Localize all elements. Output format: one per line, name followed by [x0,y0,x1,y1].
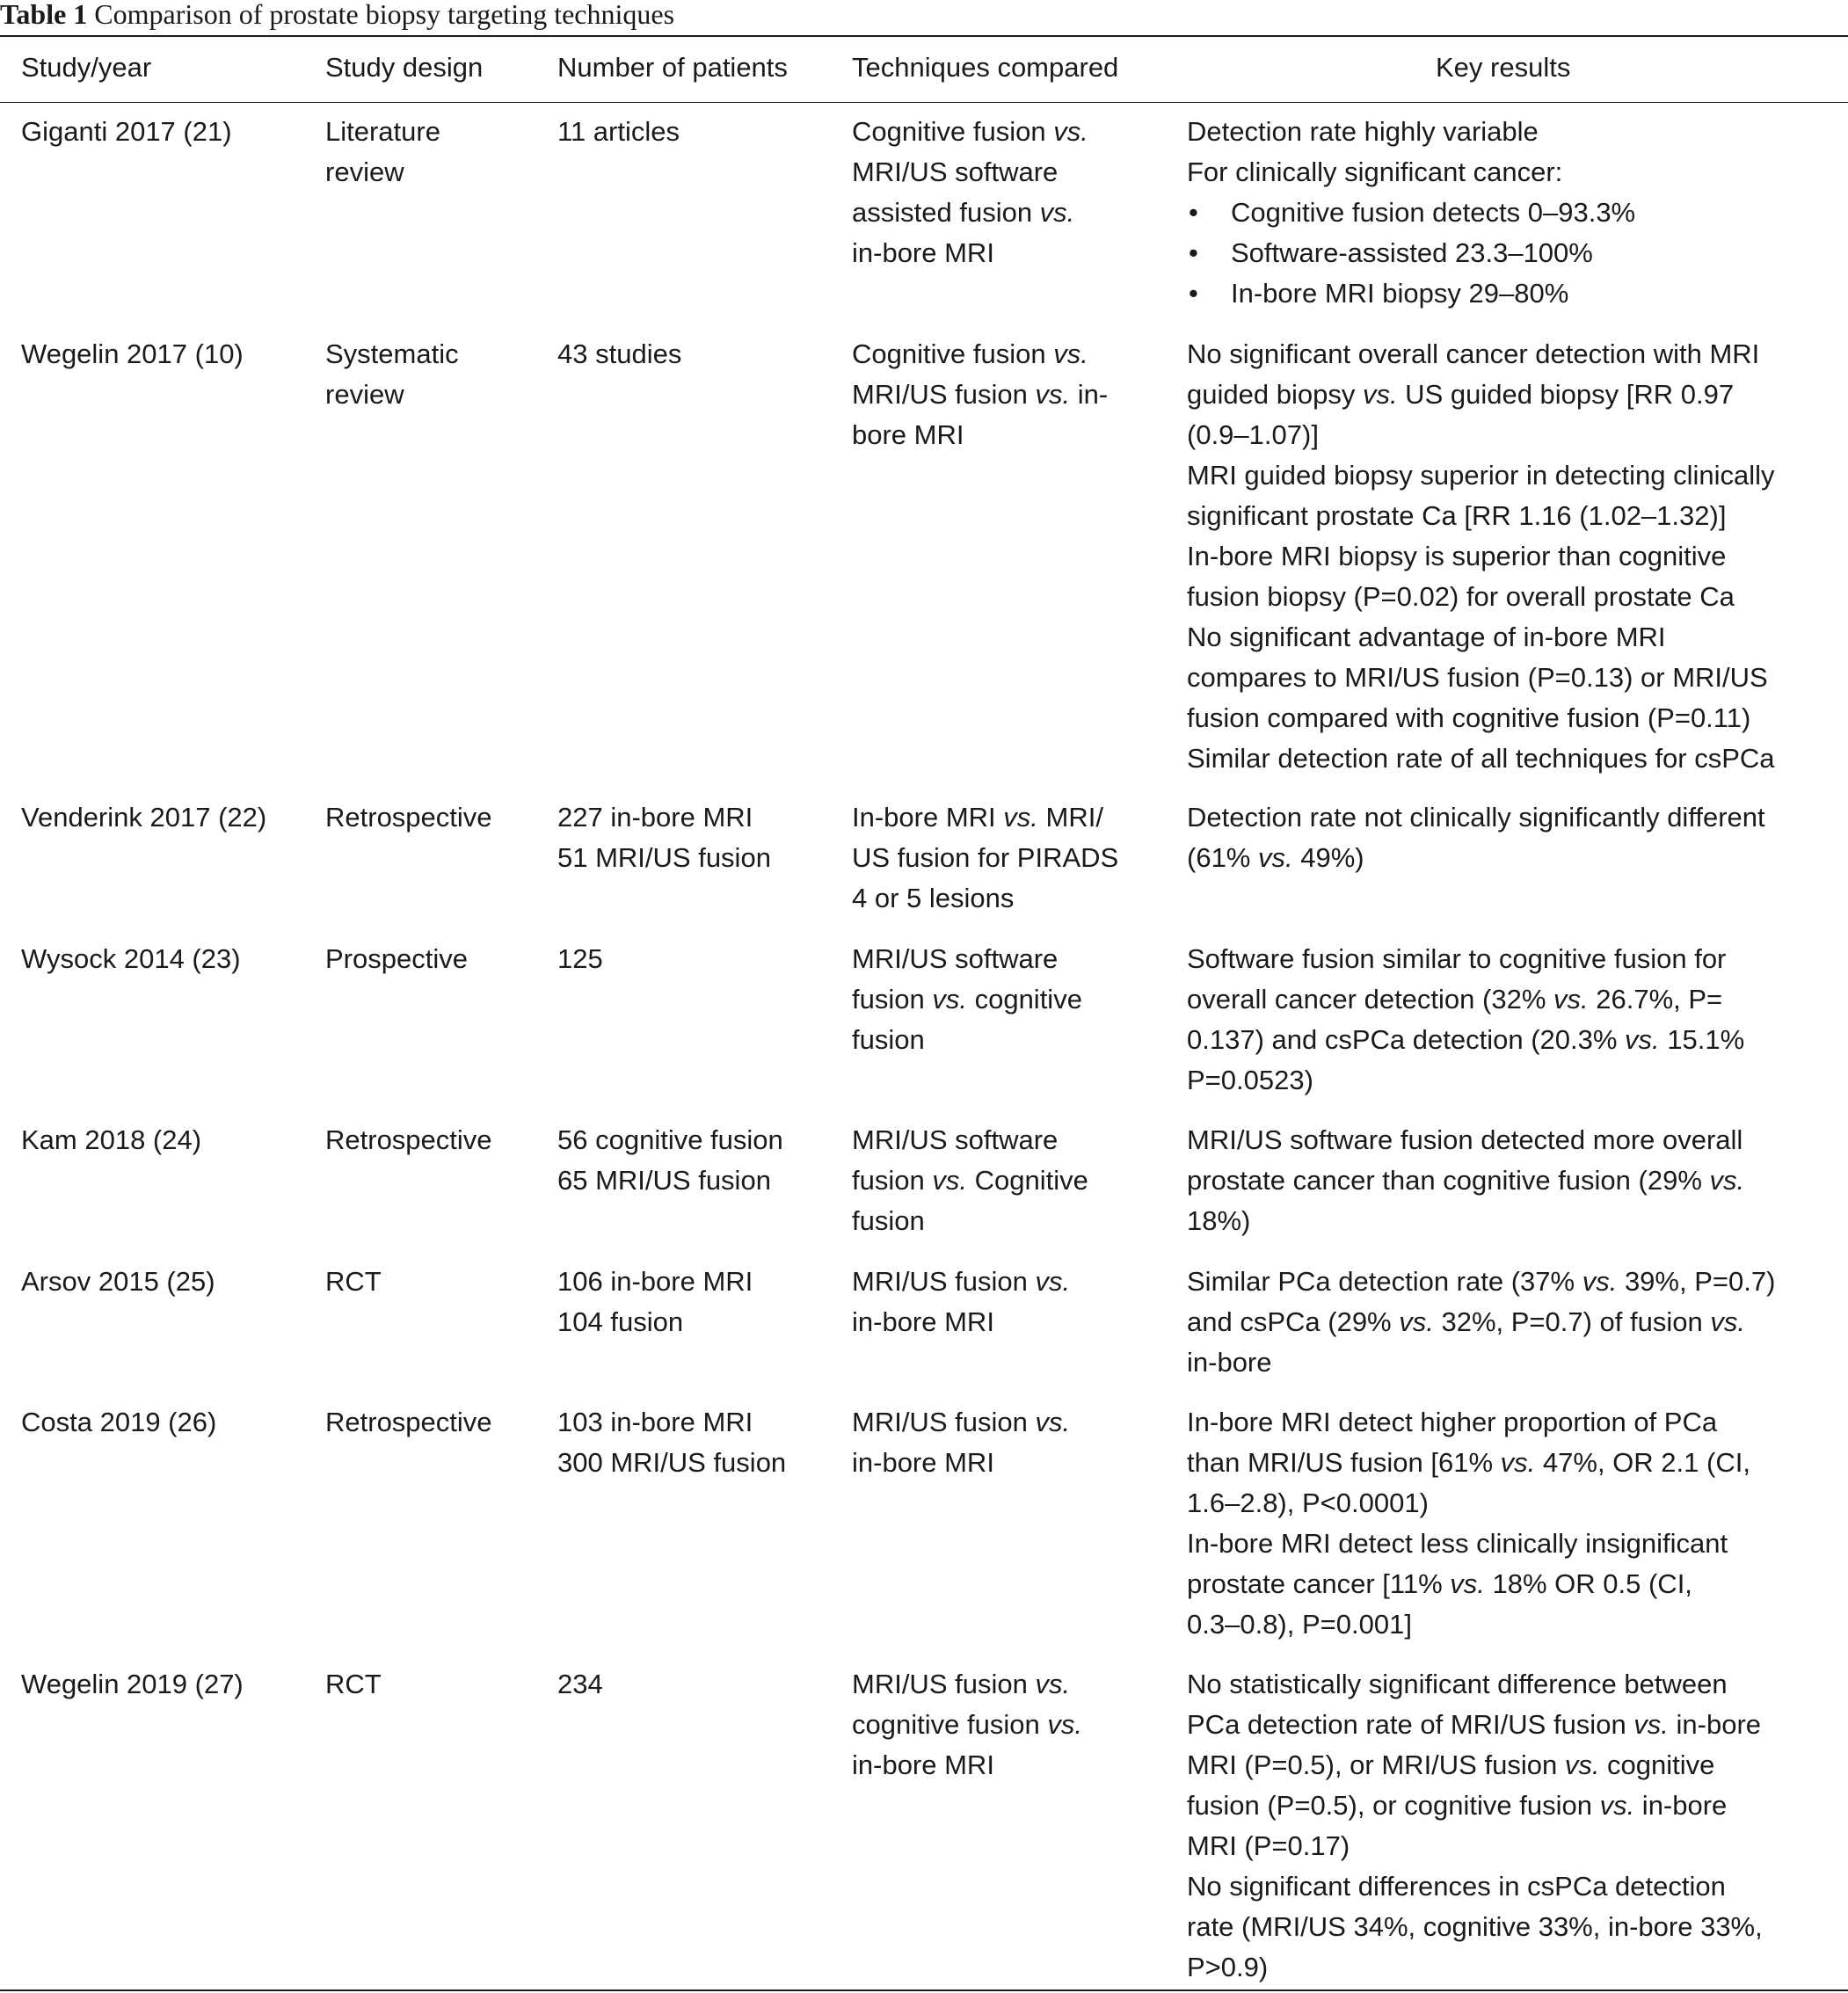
patients-line: 65 MRI/US fusion [557,1165,771,1196]
techniques-line [852,979,1082,1020]
result-line [1187,1120,1744,1160]
text-segment: PCa detection rate of MRI/US fusion [1187,1709,1634,1740]
cell-study: Arsov 2015 (25) [21,1266,215,1297]
text-segment: Cognitive fusion detects 0–93.3% [1231,197,1636,228]
design-line: Literature [325,116,440,147]
text-segment: in-bore [1634,1790,1728,1821]
techniques-line [852,334,1108,375]
text-segment: In-bore MRI biopsy 29–80% [1231,278,1569,309]
vs-text: vs. [1053,338,1088,369]
text-segment: No significant overall cancer detection with MRI [1187,338,1760,369]
result-paragraph [1187,536,1775,617]
text-segment: MRI/US fusion [852,1266,1036,1297]
text-segment: MRI/US software [852,156,1059,187]
vs-text: vs. [1399,1306,1434,1337]
text-segment: in- [1070,379,1109,410]
result-line [1187,152,1635,193]
text-segment: MRI/US fusion [852,379,1036,410]
vs-text: vs. [1362,379,1398,410]
vs-text: vs. [1450,1568,1485,1599]
text-segment: Similar PCa detection rate (37% [1187,1266,1582,1297]
result-line [1187,1342,1775,1383]
result-paragraph [1187,112,1635,152]
vs-text: vs. [1047,1709,1082,1740]
design-line: review [325,379,404,410]
techniques-line [852,939,1082,979]
text-segment: in-bore MRI [852,237,994,268]
result-line [1187,1866,1763,1907]
result-line [1231,233,1635,273]
text-segment: than MRI/US fusion [61% [1187,1447,1501,1478]
text-segment: Cognitive fusion [852,338,1054,369]
result-line [1187,1947,1763,1988]
cell-study: Giganti 2017 (21) [21,116,232,147]
cell-patients [557,1402,786,1483]
text-segment: cognitive fusion [852,1709,1048,1740]
cell-design [325,797,492,838]
cell-design [325,334,459,415]
text-segment: P=0.0523) [1187,1065,1313,1095]
result-line [1187,1826,1763,1866]
vs-text: vs. [1710,1306,1745,1337]
result-paragraph [1187,152,1635,193]
result-line [1187,738,1775,779]
design-line: Prospective [325,943,468,974]
text-segment: (61% [1187,842,1258,873]
text-segment: MRI guided biopsy superior in detecting clinically [1187,460,1775,491]
result-line [1187,1564,1750,1604]
result-paragraph [1187,1866,1763,1988]
patients-line: 11 articles [557,116,680,147]
vs-text: vs. [1633,1709,1669,1740]
text-segment: 1.6–2.8), P<0.0001) [1187,1487,1429,1518]
text-segment: 49%) [1292,842,1364,873]
result-paragraph [1187,455,1775,536]
cell-study: Wegelin 2019 (27) [21,1669,244,1699]
cell-techniques [852,797,1118,919]
text-segment: fusion [852,1165,933,1196]
cell-results [1187,1120,1744,1241]
patients-line: 227 in-bore MRI [557,802,753,833]
text-segment: fusion [852,1024,925,1055]
cell-techniques [852,1262,1070,1342]
design-line: Systematic [325,338,459,369]
table-bottom-rule [0,1989,1848,1991]
result-line [1187,1907,1763,1947]
result-line [1187,375,1775,415]
techniques-line [852,1201,1088,1241]
column-header-patients: Number of patients [557,52,788,83]
cell-results [1187,1262,1775,1383]
text-segment: fusion [852,984,933,1015]
cell-patients [557,1664,603,1705]
result-line [1187,334,1775,375]
text-segment: P>0.9) [1187,1952,1269,1982]
techniques-line [852,1120,1088,1160]
result-line [1187,1020,1744,1060]
result-line [1187,536,1775,577]
result-line [1187,939,1744,979]
result-bullet-item [1187,273,1635,314]
text-segment: compares to MRI/US fusion (P=0.13) or MRI/US [1187,662,1768,693]
result-line [1187,617,1775,658]
vs-text: vs. [1003,802,1038,833]
text-segment: US fusion for PIRADS [852,842,1119,873]
patients-line: 104 fusion [557,1306,684,1337]
result-line [1187,838,1765,878]
text-segment: In-bore MRI biopsy is superior than cognitive [1187,541,1727,571]
text-segment: significant prostate Ca [RR 1.16 (1.02–1.32)] [1187,500,1727,531]
cell-techniques [852,112,1088,273]
result-line [1187,1483,1750,1524]
cell-results [1187,334,1775,779]
result-paragraph [1187,1524,1750,1645]
techniques-line [852,1402,1070,1443]
text-segment: MRI/US software [852,1124,1059,1155]
text-segment: Software-assisted 23.3–100% [1231,237,1593,268]
cell-study: Costa 2019 (26) [21,1407,217,1437]
text-segment: No significant advantage of in-bore MRI [1187,622,1666,652]
vs-text: vs. [1599,1790,1635,1821]
text-segment: fusion (P=0.5), or cognitive fusion [1187,1790,1600,1821]
text-segment: MRI (P=0.5), or MRI/US fusion [1187,1749,1565,1780]
result-paragraph [1187,1120,1744,1241]
patients-line: 106 in-bore MRI [557,1266,753,1297]
patients-line: 125 [557,943,603,974]
text-segment: in-bore [1187,1347,1272,1378]
result-line [1187,1262,1775,1302]
vs-text: vs. [1553,984,1589,1015]
patients-line: 51 MRI/US fusion [557,842,771,873]
cell-design [325,939,468,979]
text-segment: 18% OR 0.5 (CI, [1484,1568,1692,1599]
vs-text: vs. [1035,379,1071,410]
design-line: RCT [325,1669,382,1699]
table-caption-text: Comparison of prostate biopsy targeting techniques [94,0,675,30]
result-line [1187,1160,1744,1201]
techniques-line [852,112,1088,152]
text-segment: overall cancer detection (32% [1187,984,1554,1015]
result-bullet-item [1187,233,1635,273]
result-paragraph [1187,617,1775,738]
cell-results [1187,1402,1750,1645]
result-paragraph [1187,1664,1763,1866]
vs-text: vs. [932,984,967,1015]
cell-patients [557,112,680,152]
text-segment: 4 or 5 lesions [852,883,1015,913]
vs-text: vs. [1035,1669,1071,1699]
cell-patients [557,939,603,979]
text-segment: bore MRI [852,419,964,450]
text-segment: 0.3–0.8), P=0.001] [1187,1609,1412,1640]
result-line [1187,1705,1763,1745]
text-segment: MRI/US software [852,943,1059,974]
techniques-line [852,1745,1082,1786]
cell-results [1187,1664,1763,1988]
text-segment: MRI/US fusion [852,1407,1036,1437]
techniques-line [852,233,1088,273]
result-line [1187,1745,1763,1786]
techniques-line [852,878,1118,919]
text-segment: fusion compared with cognitive fusion (P=0.11) [1187,702,1751,733]
design-line: Retrospective [325,802,492,833]
vs-text: vs. [932,1165,967,1196]
result-paragraph [1187,334,1775,455]
text-segment: No significant differences in csPCa detection [1187,1871,1726,1902]
result-line [1187,1302,1775,1342]
cell-study: Kam 2018 (24) [21,1124,202,1155]
result-line [1187,658,1775,698]
techniques-line [852,1020,1082,1060]
result-line [1187,979,1744,1020]
cell-design [325,112,440,193]
vs-text: vs. [1625,1024,1660,1055]
text-segment: MRI/US fusion [852,1669,1036,1699]
text-segment: Similar detection rate of all techniques for csPCa [1187,743,1775,774]
text-segment: Cognitive fusion [852,116,1054,147]
result-line [1187,1201,1744,1241]
text-segment: 32%, P=0.7) of fusion [1433,1306,1711,1337]
cell-design [325,1120,492,1160]
text-segment: 0.137) and csPCa detection (20.3% [1187,1024,1626,1055]
cell-study: Venderink 2017 (22) [21,802,267,833]
result-line [1187,797,1765,838]
vs-text: vs. [1053,116,1088,147]
techniques-line [852,375,1108,415]
text-segment: Software fusion similar to cognitive fusion for [1187,943,1727,974]
cell-results [1187,939,1744,1101]
result-paragraph [1187,1402,1750,1524]
text-segment: MRI/ [1037,802,1103,833]
text-segment: in-bore MRI [852,1306,994,1337]
design-line: RCT [325,1266,382,1297]
text-segment: and csPCa (29% [1187,1306,1400,1337]
design-line: Retrospective [325,1124,492,1155]
result-line [1187,577,1775,617]
cell-techniques [852,1664,1082,1786]
text-segment: US guided biopsy [RR 0.97 [1397,379,1735,410]
result-line [1187,1524,1750,1564]
cell-patients [557,1120,783,1201]
vs-text: vs. [1582,1266,1618,1297]
techniques-line [852,797,1118,838]
text-segment: In-bore MRI [852,802,1004,833]
vs-text: vs. [1035,1407,1071,1437]
text-segment: 39%, P=0.7) [1617,1266,1776,1297]
vs-text: vs. [1709,1165,1745,1196]
patients-line: 103 in-bore MRI [557,1407,753,1437]
cell-results [1187,112,1635,314]
column-header-results: Key results [1436,52,1571,83]
result-bullet-item [1187,193,1635,233]
text-segment: No statistically significant difference between [1187,1669,1728,1699]
table-top-rule [0,35,1848,37]
table-header-rule [0,102,1848,103]
text-segment: assisted fusion [852,197,1040,228]
result-line [1187,112,1635,152]
vs-text: vs. [1564,1749,1600,1780]
text-segment: MRI/US software fusion detected more overall [1187,1124,1743,1155]
result-line [1187,1402,1750,1443]
text-segment: in-bore MRI [852,1749,994,1780]
text-segment: MRI (P=0.17) [1187,1830,1350,1861]
result-line [1231,273,1635,314]
text-segment: (0.9–1.07)] [1187,419,1319,450]
vs-text: vs. [1257,842,1293,873]
cell-results [1187,797,1765,878]
patients-line: 234 [557,1669,603,1699]
text-segment: In-bore MRI detect higher proportion of PCa [1187,1407,1718,1437]
cell-design [325,1402,492,1443]
result-paragraph [1187,738,1775,779]
result-paragraph [1187,1262,1775,1383]
text-segment: 47%, OR 2.1 (CI, [1535,1447,1750,1478]
techniques-line [852,152,1088,193]
cell-study: Wysock 2014 (23) [21,943,241,974]
result-paragraph [1187,939,1744,1101]
cell-techniques [852,334,1108,455]
patients-line: 43 studies [557,338,682,369]
cell-techniques [852,939,1082,1060]
text-segment: cognitive [1599,1749,1715,1780]
text-segment: cognitive [966,984,1082,1015]
cell-design [325,1262,382,1302]
text-segment: Detection rate highly variable [1187,116,1539,147]
techniques-line [852,1302,1070,1342]
text-segment: For clinically significant cancer: [1187,156,1563,187]
result-line [1187,455,1775,496]
text-segment: guided biopsy [1187,379,1363,410]
patients-line: 300 MRI/US fusion [557,1447,787,1478]
text-segment: in-bore MRI [852,1447,994,1478]
result-line [1187,1786,1763,1826]
cell-patients [557,1262,753,1342]
text-segment: In-bore MRI detect less clinically insignificant [1187,1528,1728,1559]
result-line [1231,193,1635,233]
text-segment: 26.7%, P= [1588,984,1723,1015]
text-segment: fusion [852,1205,925,1236]
text-segment: Detection rate not clinically significantly different [1187,802,1765,833]
design-line: Retrospective [325,1407,492,1437]
techniques-line [852,193,1088,233]
cell-techniques [852,1120,1088,1241]
text-segment: rate (MRI/US 34%, cognitive 33%, in-bore 33%, [1187,1911,1763,1942]
result-paragraph [1187,797,1765,878]
cell-patients [557,797,771,878]
result-line [1187,1443,1750,1483]
cell-techniques [852,1402,1070,1483]
text-segment: prostate cancer than cognitive fusion (29% [1187,1165,1710,1196]
column-header-study: Study/year [21,52,152,83]
result-line [1187,1604,1750,1645]
vs-text: vs. [1500,1447,1536,1478]
vs-text: vs. [1039,197,1075,228]
text-segment: Cognitive [966,1165,1088,1196]
text-segment: prostate cancer [11% [1187,1568,1451,1599]
techniques-line [852,415,1108,455]
result-line [1187,496,1775,536]
cell-study: Wegelin 2017 (10) [21,338,244,369]
cell-patients [557,334,681,375]
text-segment: 15.1% [1659,1024,1745,1055]
result-line [1187,415,1775,455]
table-caption-label: Table 1 [0,0,88,30]
result-line [1187,1060,1744,1101]
cell-design [325,1664,382,1705]
text-segment: fusion biopsy (P=0.02) for overall prostate Ca [1187,581,1735,612]
text-segment: 18%) [1187,1205,1251,1236]
design-line: review [325,156,404,187]
techniques-line [852,1160,1088,1201]
techniques-line [852,1262,1070,1302]
text-segment: in-bore [1668,1709,1762,1740]
techniques-line [852,1664,1082,1705]
column-header-techniques: Techniques compared [852,52,1119,83]
patients-line: 56 cognitive fusion [557,1124,783,1155]
techniques-line [852,838,1118,878]
techniques-line [852,1705,1082,1745]
column-header-design: Study design [325,52,484,83]
table-caption [0,0,674,32]
vs-text: vs. [1035,1266,1071,1297]
result-line [1187,1664,1763,1705]
result-line [1187,698,1775,738]
techniques-line [852,1443,1070,1483]
